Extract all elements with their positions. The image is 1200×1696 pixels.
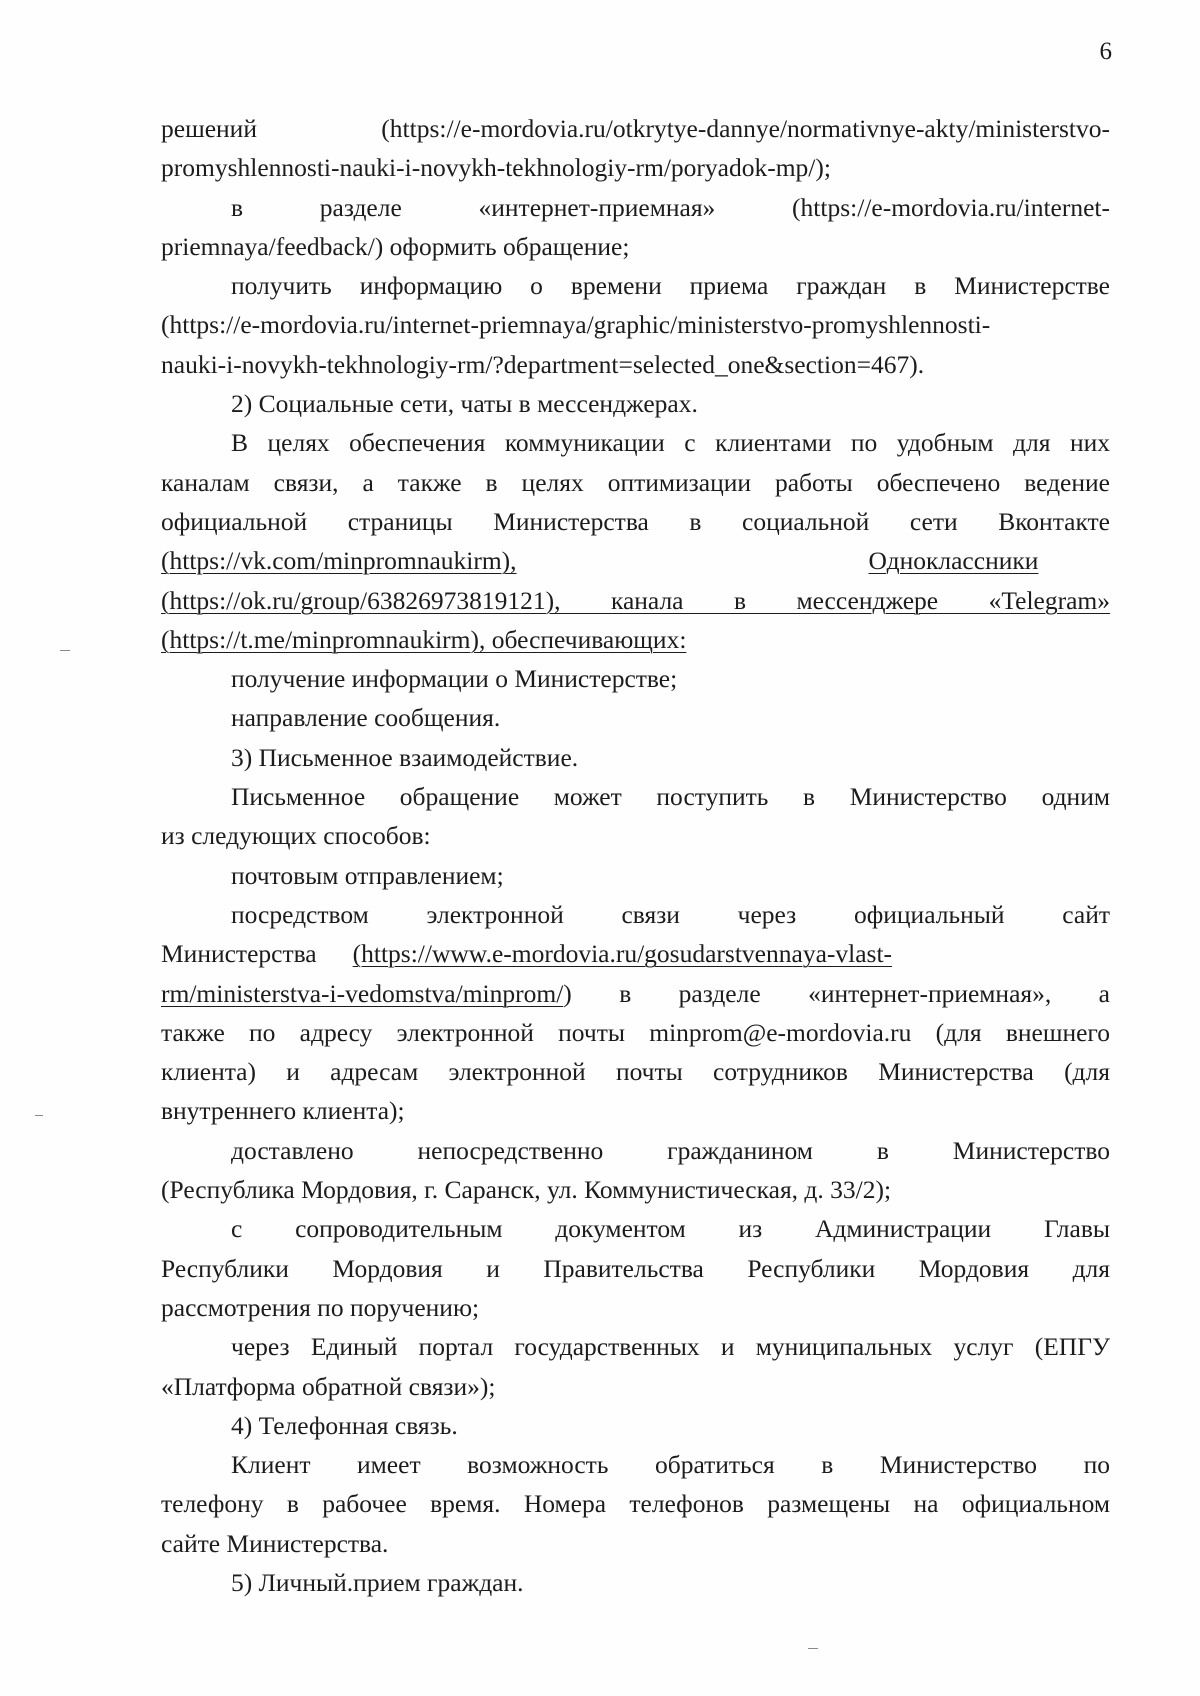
feedback-section-text: ) в разделе «интернет-приемная», а bbox=[563, 978, 1110, 1008]
document-body bbox=[161, 109, 1110, 1602]
paragraph-line-5: получить информацию о времени приема граждан в Министерстве bbox=[231, 271, 1110, 301]
paragraph-line-28: (Республика Мордовия, г. Саранск, ул. Коммунистическая, д. 33/2); bbox=[161, 1175, 892, 1205]
list-item-info: получение информации о Министерстве; bbox=[231, 664, 678, 694]
paragraph-line-9: В целях обеспечения коммуникации с клиентами по удобным для них bbox=[231, 428, 1110, 458]
paragraph-line-30: Республики Мордовия и Правительства Республики Мордовия для bbox=[161, 1253, 1110, 1283]
section-heading-3: 3) Письменное взаимодействие. bbox=[231, 742, 579, 772]
paragraph-line-26: внутреннего клиента); bbox=[161, 1096, 405, 1126]
paragraph-line-23 bbox=[161, 974, 1110, 1013]
paragraph-line-27: доставлено непосредственно гражданином в Министерство bbox=[231, 1135, 1110, 1165]
paragraph-line-3: в разделе «интернет-приемная» (https://e-mordovia.ru/internet- bbox=[231, 192, 1110, 222]
paragraph-line-18: Письменное обращение может поступить в Министерство одним bbox=[231, 782, 1110, 812]
paragraph-line-32: через Единый портал государственных и муниципальных услуг (ЕПГУ bbox=[231, 1332, 1110, 1362]
paragraph-line-21: посредством электронной связи через официальный сайт bbox=[231, 899, 1110, 929]
paragraph-line-2: promyshlennosti-nauki-i-novykh-tekhnologiy-rm/poryadok-mp/); bbox=[161, 153, 831, 183]
paragraph-line-25: клиента) и адресам электронной почты сотрудников Министерства (для bbox=[161, 1057, 1110, 1087]
paragraph-line-24: также по адресу электронной почты minprom@e-mordovia.ru (для внешнего bbox=[161, 1017, 1110, 1047]
paragraph-line-29: с сопроводительным документом из Администрации Главы bbox=[231, 1214, 1110, 1244]
ok-telegram-links-line[interactable]: (https://ok.ru/group/63826973819121), канала в мессенджере «Telegram» bbox=[161, 585, 1110, 615]
section-heading-2: 2) Социальные сети, чаты в мессенджерах. bbox=[231, 389, 698, 419]
list-item-message: направление сообщения. bbox=[231, 703, 501, 733]
vk-link[interactable]: (https://vk.com/minpromnaukirm), bbox=[161, 546, 517, 576]
scan-mark bbox=[60, 650, 70, 651]
paragraph-line-37: сайте Министерства. bbox=[161, 1528, 389, 1558]
paragraph-line-35: Клиент имеет возможность обратиться в Министерство по bbox=[231, 1450, 1110, 1480]
paragraph-line-12 bbox=[161, 541, 1110, 580]
page-number: 6 bbox=[1099, 38, 1112, 65]
ministry-word: Министерства bbox=[161, 939, 317, 969]
scan-mark bbox=[808, 1648, 818, 1649]
paragraph-line-31: рассмотрения по поручению; bbox=[161, 1292, 480, 1322]
scan-mark bbox=[35, 1115, 43, 1116]
section-heading-5: 5) Личный.прием граждан. bbox=[231, 1567, 524, 1597]
ministry-site-link-end[interactable]: rm/ministerstva-i-vedomstva/minprom/ bbox=[161, 978, 564, 1008]
paragraph-line-33: «Платформа обратной связи»); bbox=[161, 1371, 496, 1401]
paragraph-line-19: из следующих способов: bbox=[161, 821, 431, 851]
paragraph-line-11: официальной страницы Министерства в социальной сети Вконтакте bbox=[161, 506, 1110, 536]
paragraph-line-6: (https://e-mordovia.ru/internet-priemnaya/graphic/ministerstvo-promyshlennosti- bbox=[161, 310, 991, 340]
paragraph-line-22 bbox=[161, 934, 1110, 973]
telegram-link-line[interactable]: (https://t.me/minpromnaukirm), обеспечивающих: bbox=[161, 624, 687, 654]
ok-label: Одноклассники bbox=[868, 546, 1039, 576]
paragraph-line-4: priemnaya/feedback/) оформить обращение; bbox=[161, 231, 630, 261]
paragraph-line-7: nauki-i-novykh-tekhnologiy-rm/?department=selected_one&section=467). bbox=[161, 349, 925, 379]
ministry-site-link-start[interactable]: (https://www.e-mordovia.ru/gosudarstvennaya-vlast- bbox=[352, 939, 893, 969]
list-item-post: почтовым отправлением; bbox=[231, 860, 504, 890]
section-heading-4: 4) Телефонная связь. bbox=[231, 1410, 458, 1440]
paragraph-line-10: каналам связи, а также в целях оптимизации работы обеспечено ведение bbox=[161, 467, 1110, 497]
paragraph-line-36: телефону в рабочее время. Номера телефонов размещены на официальном bbox=[161, 1489, 1110, 1519]
paragraph-line-1: решений (https://e-mordovia.ru/otkrytye-dannye/normativnye-akty/ministerstvo- bbox=[161, 114, 1110, 143]
